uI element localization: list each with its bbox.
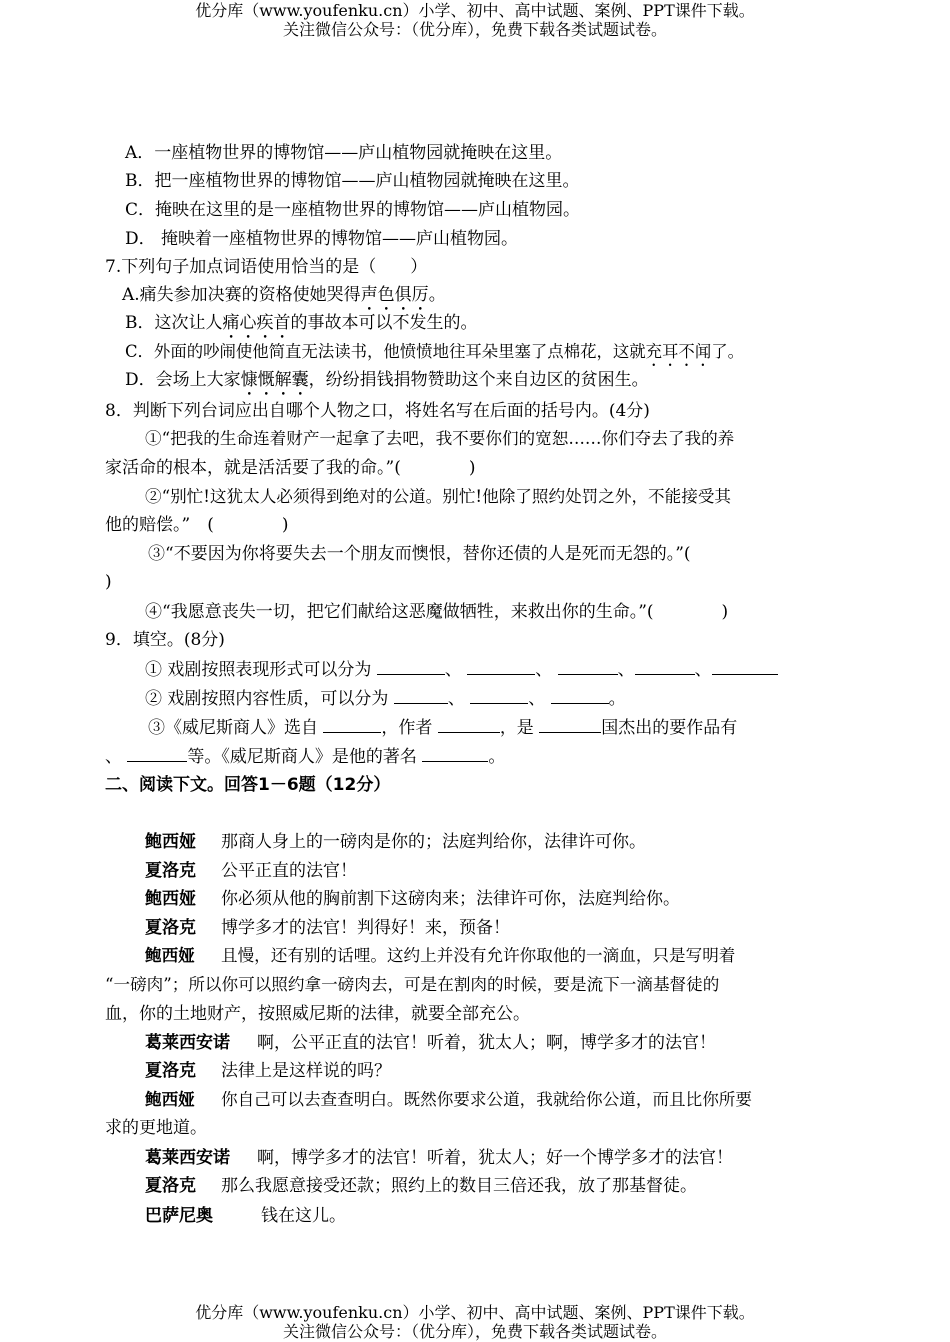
dialogue-line-3 <box>145 888 680 910</box>
dialogue-line-4 <box>145 917 510 939</box>
q9-line-2 <box>145 687 626 710</box>
dialogue-line-12 <box>145 1147 733 1169</box>
line-text: 那商人身上的一磅肉是你的；法庭判给你，法律许可你。 <box>221 832 646 852</box>
q9-line-1-prefix: ① 戏剧按照表现形式可以分为 <box>145 660 372 680</box>
q9-end: 。 <box>608 689 626 709</box>
blank-1-4[interactable] <box>635 658 695 675</box>
q8-statement-1a: ①“把我的生命连着财产一起拿了去吧，我不要你们的宽恕……你们夺去了我的养 <box>145 429 735 448</box>
section-2-title: 二、阅读下文。回答1－6题（12分） <box>105 775 391 795</box>
speaker: 葛莱西安诺 <box>145 1033 230 1053</box>
line-text: 啊，博学多才的法官！听着，犹太人；好一个博学多才的法官！ <box>257 1148 733 1168</box>
line-text: 博学多才的法官！判得好！来，预备！ <box>221 918 510 938</box>
q8-statement-4: ④“我愿意丧失一切，把它们献给这恶魔做牺牲，来救出你的生命。”( ) <box>145 602 729 622</box>
page-footer <box>0 1303 950 1341</box>
speaker: 鲍西娅 <box>145 946 195 965</box>
dialogue-line-1 <box>145 831 646 853</box>
dialogue-line-6: “一磅肉”；所以你可以照约拿一磅肉去，可是在割肉的时候，要是流下一滴基督徒的 <box>105 975 720 994</box>
line-text: 你自己可以去查查明白。既然你要求公道，我就给你公道，而且比你所要 <box>221 1090 752 1109</box>
dialogue-line-7: 血，你的土地财产，按照威尼斯的法律，就要全部充公。 <box>105 1004 530 1024</box>
q6-option-a: A．一座植物世界的博物馆——庐山植物园就掩映在这里。 <box>125 143 563 163</box>
speaker: 夏洛克 <box>145 1061 196 1081</box>
q8-statement-2b: 他的赔偿。” ( ) <box>105 515 289 535</box>
line-text: 法律上是这样说的吗？ <box>221 1061 391 1081</box>
dialogue-line-11: 求的更地道。 <box>105 1118 207 1138</box>
blank-4-2[interactable] <box>422 745 488 762</box>
q6-option-b: B．把一座植物世界的博物馆——庐山植物园就掩映在这里。 <box>125 171 580 191</box>
blank-3-3[interactable] <box>539 716 601 733</box>
line-text: 公平正直的法官！ <box>221 861 357 881</box>
q9-line-3-d: 国杰出的要作品有 <box>601 718 738 738</box>
q9-sep: 、 <box>535 660 553 680</box>
q8-statement-3a: ③“不要因为你将要失去一个朋友而懊恨，替你还债的人是死而无怨的。”( <box>148 544 691 564</box>
q7-option-a-pre: A.痛失参加决赛的资格使她哭得 <box>122 285 361 305</box>
q7-option-d-post: ，纷纷捐钱捐物赞助这个来自边区的贫困生。 <box>308 370 649 390</box>
dialogue-line-9 <box>145 1060 391 1082</box>
q7-option-a-dotted: 声色俱厉 <box>360 285 429 305</box>
page-header <box>0 1 950 39</box>
q9-line-2-prefix: ② 戏剧按照内容性质，可以分为 <box>145 689 389 709</box>
dialogue-line-13 <box>145 1175 697 1197</box>
q9-sep: 、 <box>617 660 635 680</box>
speaker: 鲍西娅 <box>145 889 196 909</box>
header-line-1: 优分库（www.youfenku.cn）小学、初中、高中试题、案例、PPT课件下载。 <box>195 1 755 20</box>
q9-stem: 9．填空。(8分) <box>105 630 225 650</box>
blank-3-1[interactable] <box>323 716 381 733</box>
q8-statement-1b: 家活命的根本，就是活活要了我的命。”( ) <box>105 458 476 478</box>
speaker: 夏洛克 <box>145 1176 196 1196</box>
speaker: 葛莱西安诺 <box>145 1148 230 1168</box>
q7-option-a-post: 。 <box>428 285 446 305</box>
q7-option-a <box>122 284 446 315</box>
dialogue-line-5 <box>145 945 735 967</box>
q7-option-c <box>125 341 744 370</box>
q9-sep: 、 <box>447 689 465 709</box>
q7-option-b-post: 的事故本可以不发生的。 <box>290 313 478 333</box>
q9-sep: 、 <box>528 689 546 709</box>
line-text: 钱在这儿。 <box>261 1206 346 1226</box>
line-text: 且慢，还有别的话哩。这约上并没有允许你取他的一滴血，只是写明着 <box>221 946 736 965</box>
q7-option-c-dotted: 充耳不闻 <box>645 342 712 361</box>
q9-line-4-a: 、 <box>105 747 122 767</box>
blank-2-1[interactable] <box>394 687 448 704</box>
q9-line-1 <box>145 658 778 681</box>
blank-1-2[interactable] <box>467 658 535 675</box>
blank-2-2[interactable] <box>470 687 528 704</box>
blank-1-5[interactable] <box>712 658 778 675</box>
q6-option-d: D． 掩映着一座植物世界的博物馆——庐山植物园。 <box>125 229 519 249</box>
blank-2-3[interactable] <box>551 687 609 704</box>
line-text: 你必须从他的胸前割下这磅肉来；法律许可你，法庭判给你。 <box>221 889 680 909</box>
q7-option-d-pre: D．会场上大家 <box>125 370 241 390</box>
q8-statement-3b: ) <box>105 572 112 592</box>
q7-option-d-dotted: 慷慨解囊 <box>240 370 309 390</box>
q9-line-3-c: ，是 <box>499 718 534 738</box>
q7-option-b-pre: B．这次让人 <box>125 313 223 333</box>
q9-line-4 <box>105 745 505 768</box>
blank-1-3[interactable] <box>558 658 618 675</box>
q9-line-4-b: 等。《威尼斯商人》是他的著名 <box>187 747 417 767</box>
dialogue-line-2 <box>145 860 357 882</box>
blank-3-2[interactable] <box>438 716 500 733</box>
q6-option-c: C．掩映在这里的是一座植物世界的博物馆——庐山植物园。 <box>125 200 581 220</box>
blank-1-1[interactable] <box>377 658 445 675</box>
q7-option-c-pre: C．外面的吵闹使他简直无法读书，他愤愤地往耳朵里塞了点棉花，这就 <box>125 342 646 361</box>
dialogue-line-8 <box>145 1032 716 1054</box>
blank-4-1[interactable] <box>127 745 187 762</box>
q9-line-3-a: ③《威尼斯商人》选自 <box>148 718 318 738</box>
q9-line-3-b: ，作者 <box>381 718 433 738</box>
header-line-2: 关注微信公众号：（优分库），免费下载各类试题试卷。 <box>282 20 667 39</box>
speaker: 夏洛克 <box>145 918 196 938</box>
footer-line-1: 优分库（www.youfenku.cn）小学、初中、高中试题、案例、PPT课件下载。 <box>195 1303 755 1322</box>
speaker: 巴萨尼奥 <box>145 1206 213 1226</box>
q7-option-b <box>125 312 478 343</box>
q8-statement-2a: ②“别忙!这犹太人必须得到绝对的公道。别忙!他除了照约处罚之外，不能接受其 <box>145 487 732 506</box>
q8-stem: 8．判断下列台词应出自哪个人物之口，将姓名写在后面的括号内。(4分) <box>105 401 650 421</box>
speaker: 鲍西娅 <box>145 832 196 852</box>
q9-end: 。 <box>488 747 506 767</box>
speaker: 鲍西娅 <box>145 1090 195 1109</box>
q7-stem: 7.下列句子加点词语使用恰当的是（ ） <box>105 257 428 277</box>
dialogue-line-10 <box>145 1089 752 1111</box>
footer-line-2: 关注微信公众号：（优分库），免费下载各类试题试卷。 <box>282 1322 667 1341</box>
dialogue-line-14 <box>145 1205 346 1227</box>
q7-option-c-post: 了。 <box>711 342 744 361</box>
q7-option-d <box>125 369 649 400</box>
speaker: 夏洛克 <box>145 861 196 881</box>
q7-option-b-dotted: 痛心疾首 <box>222 313 291 333</box>
line-text: 啊，公平正直的法官！听着，犹太人；啊，博学多才的法官！ <box>257 1033 716 1053</box>
line-text: 那么我愿意接受还款；照约上的数目三倍还我，放了那基督徒。 <box>221 1176 697 1196</box>
q9-sep: 、 <box>694 660 712 680</box>
q9-line-3 <box>148 716 737 739</box>
q9-sep: 、 <box>444 660 462 680</box>
